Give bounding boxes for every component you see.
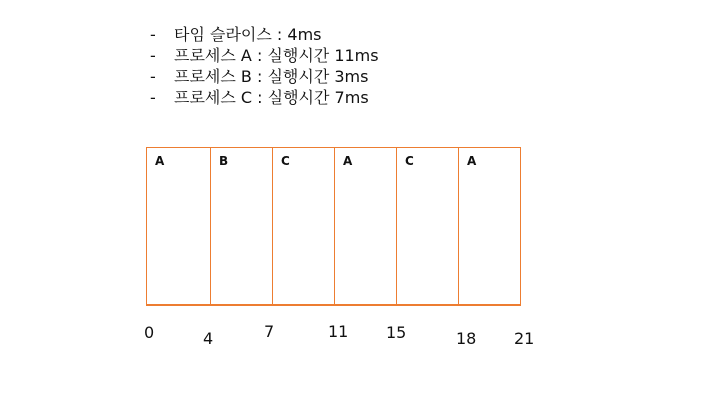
- time-tick: 15: [386, 323, 407, 342]
- time-tick: 11: [328, 322, 349, 341]
- time-tick: 7: [264, 322, 275, 341]
- gantt-slot-a: [147, 148, 210, 304]
- slot-label: A: [467, 154, 477, 168]
- gantt-slot-a: [334, 148, 396, 304]
- bullet-dash: -: [150, 46, 156, 65]
- bullet-text: 타임 슬라이스 : 4ms: [174, 25, 322, 44]
- gantt-slot-c: [396, 148, 458, 304]
- process-c-item: [150, 87, 379, 108]
- bullet-text: 프로세스 B : 실행시간 3ms: [174, 67, 369, 86]
- process-b-item: [150, 66, 379, 87]
- gantt-slot-b: [210, 148, 272, 304]
- bullet-dash: -: [150, 25, 156, 44]
- bullet-dash: -: [150, 88, 156, 107]
- slot-label: A: [343, 154, 353, 168]
- gantt-slot-a: [458, 148, 520, 304]
- process-a-item: [150, 45, 379, 66]
- gantt-chart: [146, 147, 521, 306]
- slot-label: B: [219, 154, 229, 168]
- slot-label: C: [405, 154, 414, 168]
- time-tick: 21: [514, 329, 535, 348]
- bullet-dash: -: [150, 67, 156, 86]
- time-slice-item: [150, 24, 379, 45]
- time-tick: 4: [203, 329, 214, 348]
- slot-label: C: [281, 154, 290, 168]
- gantt-slot-c: [272, 148, 334, 304]
- process-info-list: [150, 24, 379, 108]
- time-tick: 0: [144, 323, 155, 342]
- time-tick: 18: [456, 329, 477, 348]
- slot-label: A: [155, 154, 165, 168]
- bullet-text: 프로세스 A : 실행시간 11ms: [174, 46, 379, 65]
- bullet-text: 프로세스 C : 실행시간 7ms: [174, 88, 369, 107]
